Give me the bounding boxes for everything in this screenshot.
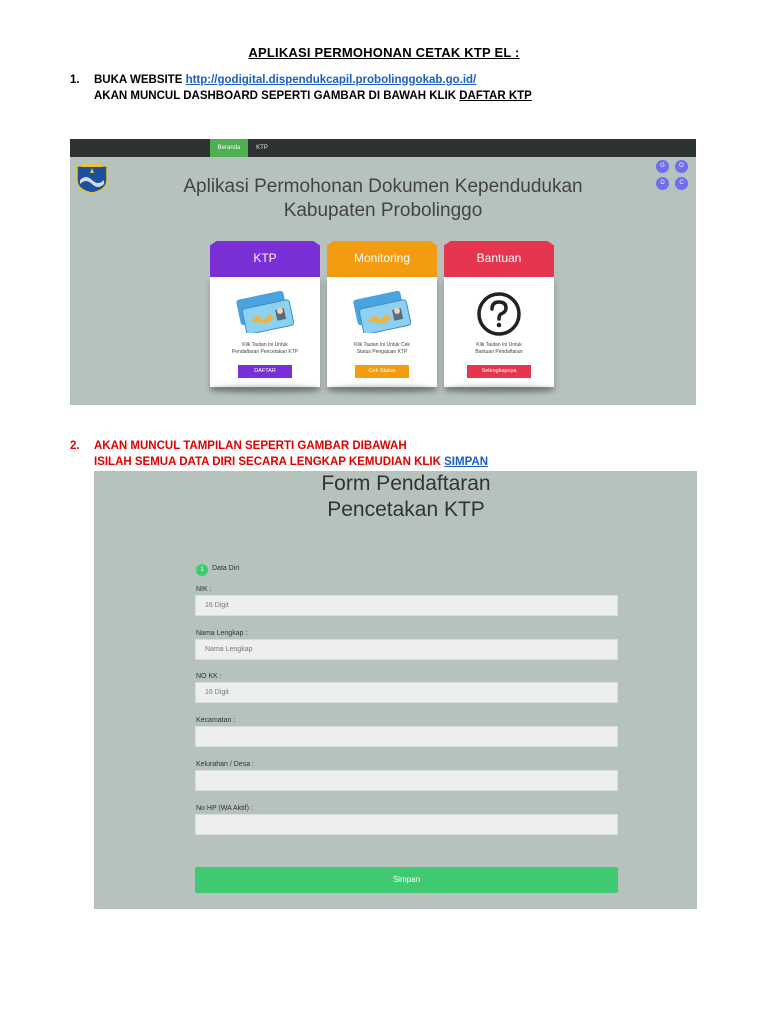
- social-icon-o[interactable]: O: [675, 160, 688, 173]
- social-icon-g[interactable]: G: [656, 160, 669, 173]
- no-kk-input[interactable]: 16 Digit: [195, 682, 618, 703]
- id-card-icon: [349, 291, 415, 333]
- app-title-line-2: Kabupaten Probolinggo: [283, 200, 483, 221]
- nik-input[interactable]: 16 Digit: [195, 595, 618, 616]
- social-icon-d[interactable]: D: [656, 177, 669, 190]
- card-bantuan: [444, 277, 554, 387]
- card-monitoring-label: Monitoring: [353, 251, 411, 265]
- nik-label: NIK :: [196, 586, 212, 593]
- form-title-line-2: Pencetakan KTP: [327, 498, 485, 521]
- card-bantuan-label: Bantuan: [476, 251, 522, 265]
- card-ktp: [210, 277, 320, 387]
- form-screenshot: [94, 471, 697, 909]
- dashboard-screenshot: [70, 139, 696, 405]
- card-bantuan-description: [448, 342, 550, 356]
- selengkapnya-button[interactable]: Selengkapnya: [467, 365, 531, 378]
- kelurahan-desa-label: Kelurahan / Desa :: [196, 761, 254, 768]
- step-2-line-1: AKAN MUNCUL TAMPILAN SEPERTI GAMBAR DIBAWAH: [94, 440, 407, 452]
- navbar: [70, 139, 696, 157]
- card-bantuan-shadow: [444, 385, 554, 393]
- card-monitoring: [327, 277, 437, 387]
- step-1-number: 1.: [70, 74, 80, 86]
- step-2: [70, 439, 710, 471]
- id-card-icon: [232, 291, 298, 333]
- step-1-line-1: [94, 73, 476, 88]
- form-title-line-1: Form Pendaftaran: [321, 472, 491, 495]
- kelurahan-desa-select[interactable]: [195, 770, 618, 791]
- card-monitoring-description: [331, 342, 433, 356]
- nav-ktp[interactable]: KTP: [256, 145, 268, 151]
- card-monitoring-shadow: [327, 385, 437, 393]
- step-2-number: 2.: [70, 440, 80, 452]
- step-2-line-2: [94, 455, 488, 470]
- nav-beranda[interactable]: Beranda: [210, 139, 248, 157]
- daftar-button[interactable]: DAFTAR: [238, 365, 292, 378]
- card-monitoring-desc-line-2: Status Pengajuan KTP: [356, 349, 408, 355]
- kecamatan-select[interactable]: [195, 726, 618, 747]
- step-1-line-2-prefix: AKAN MUNCUL DASHBOARD SEPERTI GAMBAR DI BAWAH KLIK: [94, 90, 460, 102]
- step-2-line-2-prefix: ISILAH SEMUA DATA DIRI SECARA LENGKAP KEMUDIAN KLIK: [94, 456, 445, 468]
- card-ktp-header: [210, 241, 320, 277]
- card-ktp-shadow: [210, 385, 320, 393]
- kecamatan-label: Kecamatan :: [196, 717, 236, 724]
- card-ktp-label: KTP: [253, 251, 277, 265]
- no-hp-label: No HP (WA Aktif) :: [196, 805, 253, 812]
- simpan-button[interactable]: Simpan: [195, 867, 618, 893]
- card-ktp-desc-line-1: Klik Tautan Ini Untuk: [242, 342, 288, 348]
- app-title-line-1: Aplikasi Permohonan Dokumen Kependudukan: [183, 176, 583, 197]
- daftar-ktp-text: DAFTAR KTP: [459, 90, 532, 102]
- social-icon-c[interactable]: C: [675, 177, 688, 190]
- card-bantuan-header: [444, 241, 554, 277]
- step-1-prefix: BUKA WEBSITE: [94, 74, 186, 86]
- website-link[interactable]: http://godigital.dispendukcapil.probolinggokab.go.id/: [185, 74, 477, 86]
- simpan-link[interactable]: SIMPAN: [444, 456, 488, 468]
- card-monitoring-header: [327, 241, 437, 277]
- app-title: [70, 175, 696, 223]
- nama-lengkap-label: Nama Lengkap :: [196, 630, 248, 637]
- card-monitoring-desc-line-1: Klik Tautan Ini Untuk Cek: [354, 342, 410, 348]
- step-1: [70, 73, 710, 105]
- card-ktp-desc-line-2: Pendaftaran Pencetakan KTP: [231, 349, 299, 355]
- step-1-line-2: [94, 89, 532, 104]
- question-mark-icon: [476, 291, 522, 337]
- step-label: Data Diri: [212, 565, 240, 572]
- form-title: [94, 471, 697, 523]
- cek-status-button[interactable]: Cek Status: [355, 365, 409, 378]
- no-kk-label: NO KK :: [196, 673, 222, 680]
- card-ktp-description: [214, 342, 316, 356]
- no-hp-input[interactable]: [195, 814, 618, 835]
- card-bantuan-desc-line-1: Klik Tautan Ini Untuk: [476, 342, 522, 348]
- document-title: APLIKASI PERMOHONAN CETAK KTP EL :: [248, 45, 520, 60]
- card-bantuan-desc-line-2: Bantuan Pendaftaran: [475, 349, 523, 355]
- step-number-badge: 1: [196, 564, 208, 576]
- nama-lengkap-input[interactable]: Nama Lengkap: [195, 639, 618, 660]
